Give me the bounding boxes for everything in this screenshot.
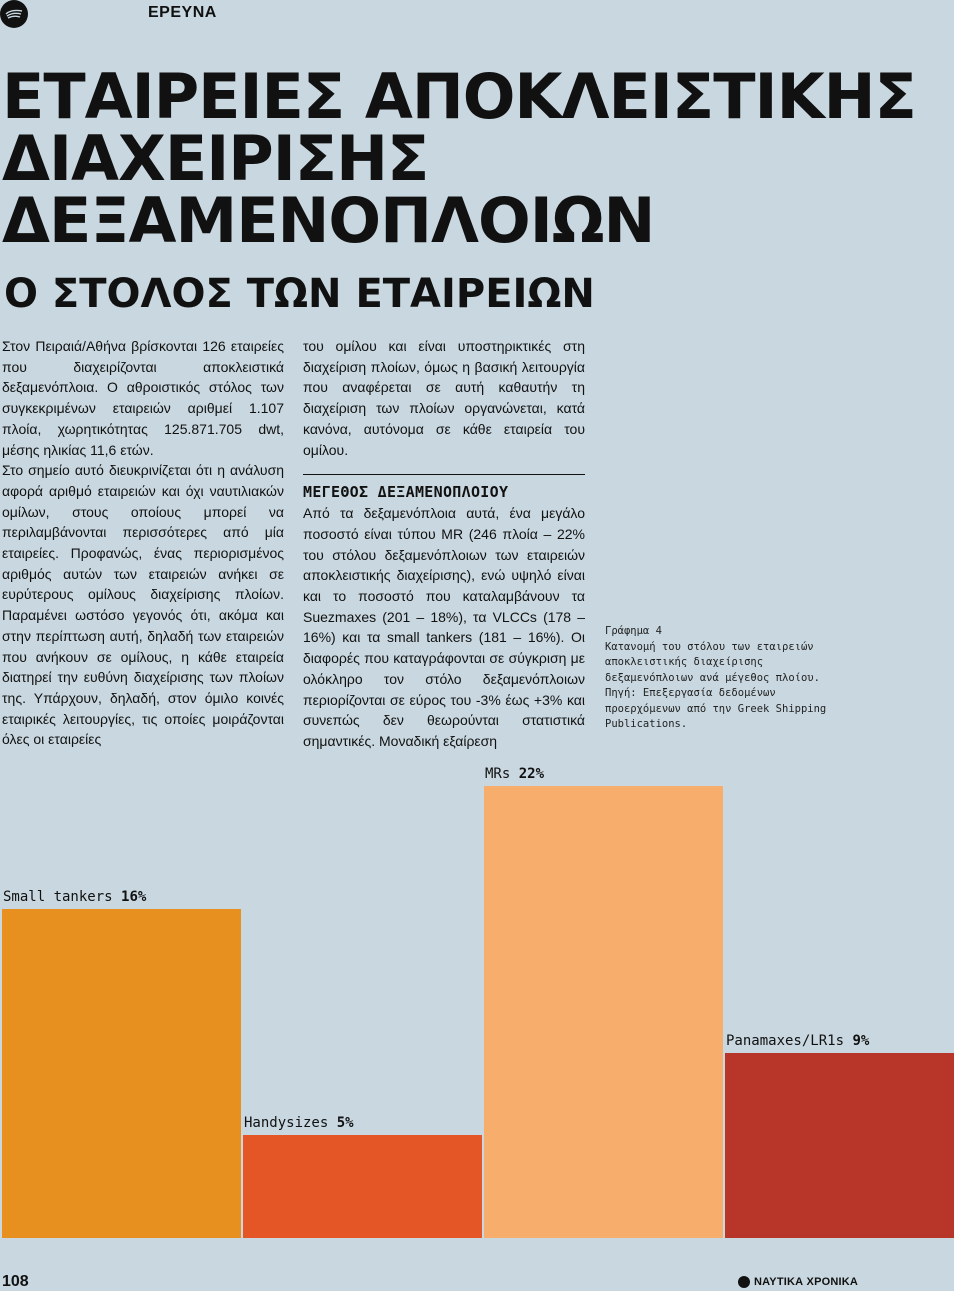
paragraph: Στο σημείο αυτό διευκρινίζεται ότι η ανάλυση αφορά αριθμό εταιρειών και όχι ναυτιλιακών ομίλων, στους οποίους μπορεί να περιλαμβάνονται περισσότερες από μία εταιρείες. Προφανώς, ένας περιορισμένος αριθμός αυτών των εταιρειών ανήκει σε ευρύτερους ομίλους διαχείρισης πλοίων. Παραμένει ωστόσο γεγονός ότι, ακόμα και στην περίπτωση αυτή, δηλαδή των εταιρειών που ανήκουν σε ομίλους, η κάθε εταιρεία διατηρεί την ευθύνη διαχείρισης των πλοίων της. Υπάρχουν, δηλαδή, στον όμιλο κοινές εταιρικές λειτουργίες, τις οποίες μοιράζονται όλες οι εταιρείες: [2, 462, 284, 748]
paragraph: Από τα δεξαμενόπλοια αυτά, ένα μεγάλο ποσοστό είναι τύπου MR (246 πλοία – 22% του στόλου δεξαμενόπλοιων των εταιρειών αποκλειστικής διαχείρισης), ενώ υψηλό είναι και το ποσοστό που καταλαμβάνουν τα Suezmaxes (201 – 18%), τα VLCCs (178 – 16%) και τα small tankers (181 – 16%). Οι διαφορές που καταγράφονται σε σύγκριση με ολόκληρο τον στόλο δεξαμενόπλοιων περιορίζονται σε εύρος του -3% έως +3% και συνεπώς δεν θεωρούνται στατιστικά σημαντικές. Μοναδική εξαίρεση: [303, 505, 585, 749]
page-number: 108: [2, 1273, 29, 1290]
section-label: ΕΡΕΥΝΑ: [148, 4, 217, 21]
chart-bar: [243, 1135, 482, 1238]
bar-label: [485, 766, 544, 782]
chart-caption: [605, 624, 855, 733]
brand-name: ΝΑΥΤΙΚΑ ΧΡΟΝΙΚΑ: [754, 1276, 859, 1288]
caption-source: Πηγή: Επεξεργασία δεδομένων προερχόμενων από την Greek Shipping Publications.: [605, 687, 827, 730]
caption-description: Κατανομή του στόλου των εταιρειών αποκλειστικής διαχείρισης δεξαμενόπλοιων ανά μέγεθος πλοίου.: [605, 640, 820, 684]
bar-category-label: Panamaxes/LR1s: [726, 1033, 853, 1050]
bar-label: [726, 1033, 869, 1049]
caption-figure-number: Γράφημα 4: [605, 625, 662, 637]
paragraph: του ομίλου και είναι υποστηρικτικές στη διαχείριση πλοίων, όμως η βασική λειτουργία που αναφέρεται σε αυτή καθαυτήν τη διαχείριση των πλοίων οργανώνεται, κατά κανόνα, αυτόνομα σε κάθε εταιρεία του ομίλου.: [303, 338, 585, 458]
column-heading: ΜΕΓΕΘΟΣ ΔΕΞΑΜΕΝΟΠΛΟΙΟΥ: [303, 483, 509, 502]
bar-value-label: 9%: [852, 1033, 870, 1050]
brand-logo-icon: [738, 1276, 750, 1288]
footer-brand: [738, 1276, 858, 1288]
text-column-1: [2, 336, 284, 750]
article-title: ΕΤΑΙΡΕΙΕΣ ΑΠΟΚΛΕΙΣΤΙΚΗΣ ΔΙΑΧΕΙΡΙΣΗΣ ΔΕΞΑΜΕΝΟΠΛΟΙΩΝ: [2, 60, 916, 257]
bar-value-label: 16%: [121, 889, 147, 906]
bar-label: [244, 1115, 354, 1131]
bar-category-label: Small tankers: [3, 889, 122, 906]
chart-bar: [725, 1053, 954, 1238]
divider: [303, 474, 585, 475]
bar-label: [3, 889, 146, 905]
bar-category-label: MRs: [485, 766, 519, 782]
chart-bar: [2, 909, 241, 1238]
bar-category-label: Handysizes: [244, 1115, 337, 1132]
bar-value-label: 5%: [336, 1115, 354, 1132]
article-subtitle: Ο ΣΤΟΛΟΣ ΤΩΝ ΕΤΑΙΡΕΙΩΝ: [4, 271, 595, 317]
paragraph: Στον Πειραιά/Αθήνα βρίσκονται 126 εταιρείες που διαχειρίζονται αποκλειστικά δεξαμενόπλοια. Ο αθροιστικός στόλος των συγκεκριμένων εταιρειών αριθμεί 1.107 πλοία, χωρητικότητας 125.871.705 dwt, μέσης ηλικίας 11,6 ετών.: [2, 338, 284, 458]
chart-bar: [484, 786, 723, 1238]
text-column-2: [303, 336, 585, 752]
bar-value-label: 22%: [518, 766, 545, 782]
magazine-logo-icon: [0, 0, 28, 28]
